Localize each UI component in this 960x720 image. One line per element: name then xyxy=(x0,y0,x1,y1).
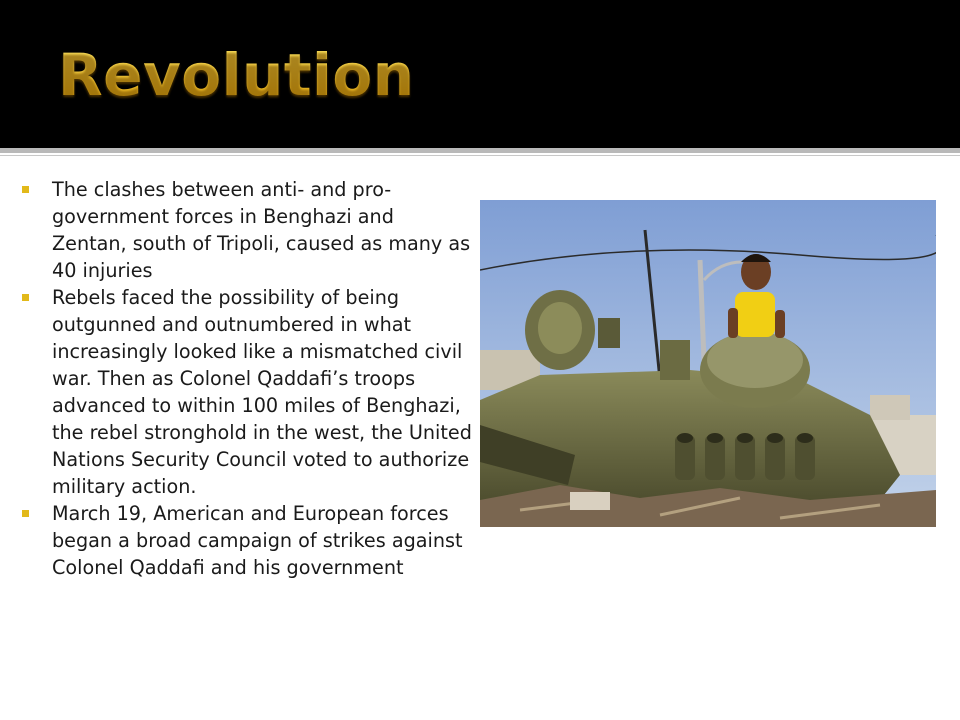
bullet-item-2 xyxy=(20,284,472,500)
bullet-item-1 xyxy=(20,176,472,284)
square-bullet-icon xyxy=(22,186,29,193)
bullet-text-3: March 19, American and European forces began a broad campaign of strikes against Colonel Qaddafi and his government xyxy=(52,502,463,579)
square-bullet-icon xyxy=(22,510,29,517)
bullet-text-2: Rebels faced the possibility of being outgunned and outnumbered in what increasingly looked like a mismatched civil war. Then as Colonel Qaddafi’s troops advanced to within 100 miles of Benghazi, the rebel stronghold in the west, the United Nations Security Council voted to authorize military action. xyxy=(52,286,472,498)
tank-photo-illustration xyxy=(480,200,936,527)
bullet-list xyxy=(20,176,472,581)
title-bar xyxy=(0,0,960,148)
bullet-item-3 xyxy=(20,500,472,581)
title-divider-thin xyxy=(0,155,960,156)
square-bullet-icon xyxy=(22,294,29,301)
slide-title: Revolution xyxy=(58,41,415,109)
title-divider xyxy=(0,148,960,153)
tank-photo xyxy=(480,200,936,527)
bullet-text-1: The clashes between anti- and pro-government forces in Benghazi and Zentan, south of Tripoli, caused as many as 40 injuries xyxy=(52,178,471,282)
